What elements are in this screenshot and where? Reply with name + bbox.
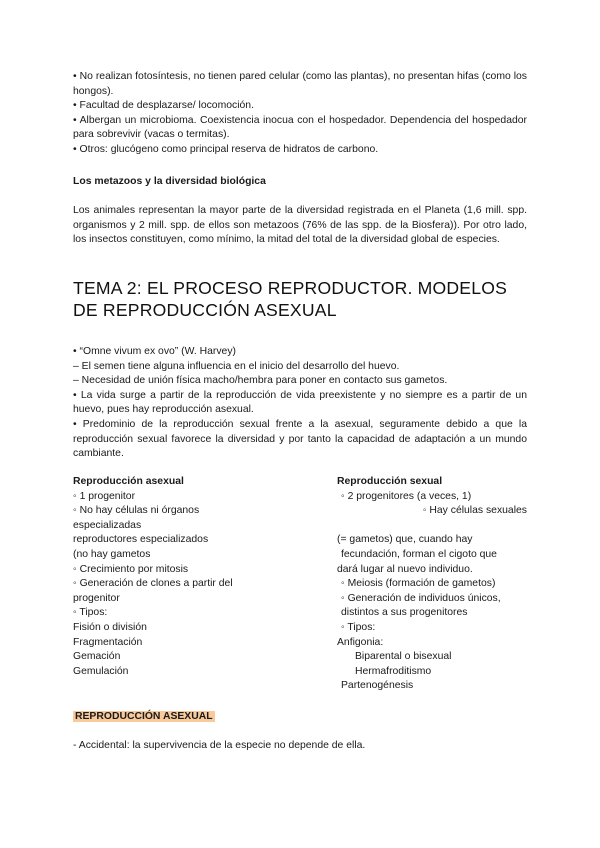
bullet-item: • Facultad de desplazarse/ locomoción. (73, 100, 254, 112)
sexual-line: distintos a sus progenitores (341, 607, 468, 619)
sexual-line: Partenogénesis (341, 680, 414, 692)
asexual-line: especializadas (73, 519, 142, 531)
sexual-line: dará lugar al nuevo individuo. (337, 563, 473, 575)
sexual-line: Anfigonia: (337, 636, 384, 648)
sexual-line: ◦ Tipos: (341, 621, 376, 633)
sexual-line: (= gametos) que, cuando hay (337, 534, 473, 546)
asexual-line: ◦ 1 progenitor (73, 490, 136, 502)
asexual-line: ◦ Generación de clones a partir del (73, 578, 233, 590)
metazoos-heading: Los metazoos y la diversidad biológica (73, 176, 266, 187)
intro-line: – El semen tiene alguna influencia en el inicio del desarrollo del huevo. (73, 360, 400, 372)
sexual-line: ◦ 2 progenitores (a veces, 1) (341, 490, 472, 502)
intro-line: – Necesidad de unión física macho/hembra para poner en contacto sus gametos. (73, 375, 448, 387)
asexual-column (73, 475, 293, 679)
sexual-line: ◦ Hay células sexuales (422, 505, 527, 517)
asexual-line: ◦ Tipos: (73, 607, 108, 619)
accidental-line: - Accidental: la supervivencia de la especie no depende de ella. (73, 740, 366, 751)
asexual-line: progenitor (73, 592, 120, 604)
intro-list (73, 345, 527, 462)
sexual-line: Hermafroditismo (355, 665, 432, 677)
intro-line: • Predominio de la reproducción sexual frente a la asexual, seguramente debido a que la reproducción sexual favorece la diversidad y por tanto la capacidad de adaptación a un mundo cambiante. (73, 418, 527, 460)
section-heading (73, 710, 527, 725)
sexual-line (337, 519, 527, 534)
asexual-line: ◦ Crecimiento por mitosis (73, 563, 189, 575)
highlighted-heading: REPRODUCCIÓN ASEXUAL (75, 711, 213, 722)
asexual-heading: Reproducción asexual (73, 476, 184, 487)
asexual-line: Gemulación (73, 665, 129, 677)
tema-title: TEMA 2: EL PROCESO REPRODUCTOR. MODELOS DE REPRODUCCIÓN ASEXUAL (73, 278, 508, 320)
asexual-line: Fragmentación (73, 636, 143, 648)
sexual-line: ◦ Meiosis (formación de gametos) (341, 578, 496, 590)
bullet-item: • Otros: glucógeno como principal reserva de hidratos de carbono. (73, 143, 379, 155)
metazoos-paragraph: Los animales representan la mayor parte de la diversidad registrada en el Planeta (1,6 mill. spp. organismos y 2 mill. spp. de ellos son metazoos (76% de las spp. de la Biosfera)). Por otro lado, los insectos constituyen, como mínimo, la mitad del total de la diversidad global de especies. (73, 205, 527, 246)
sexual-heading: Reproducción sexual (337, 476, 443, 487)
intro-line: • “Omne vivum ex ovo” (W. Harvey) (73, 346, 236, 357)
sexual-line: ◦ Generación de individuos únicos, (341, 592, 501, 604)
asexual-line: (no hay gametos (73, 548, 151, 560)
bullet-item: • Albergan un microbioma. Coexistencia inocua con el hospedador. Dependencia del hospedador para sobrevivir (vacas o termitas). (73, 114, 527, 141)
intro-line: • La vida surge a partir de la reproducción de vida preexistente y no siempre es a partir de un huevo, pues hay reproducción asexual. (73, 389, 527, 416)
asexual-line: Fisión o división (73, 621, 147, 633)
asexual-line: reproductores especializados (73, 534, 209, 546)
bullet-item: • No realizan fotosíntesis, no tienen pared celular (como las plantas), no presentan hifas (como los hongos). (73, 71, 527, 97)
sexual-line: fecundación, forman el cigoto que (341, 548, 497, 560)
top-bullet-list (73, 70, 527, 158)
sexual-line: Biparental o bisexual (355, 651, 452, 663)
sexual-column (337, 475, 527, 694)
asexual-line: ◦ No hay células ni órganos (73, 505, 200, 517)
asexual-line: Gemación (73, 651, 121, 663)
